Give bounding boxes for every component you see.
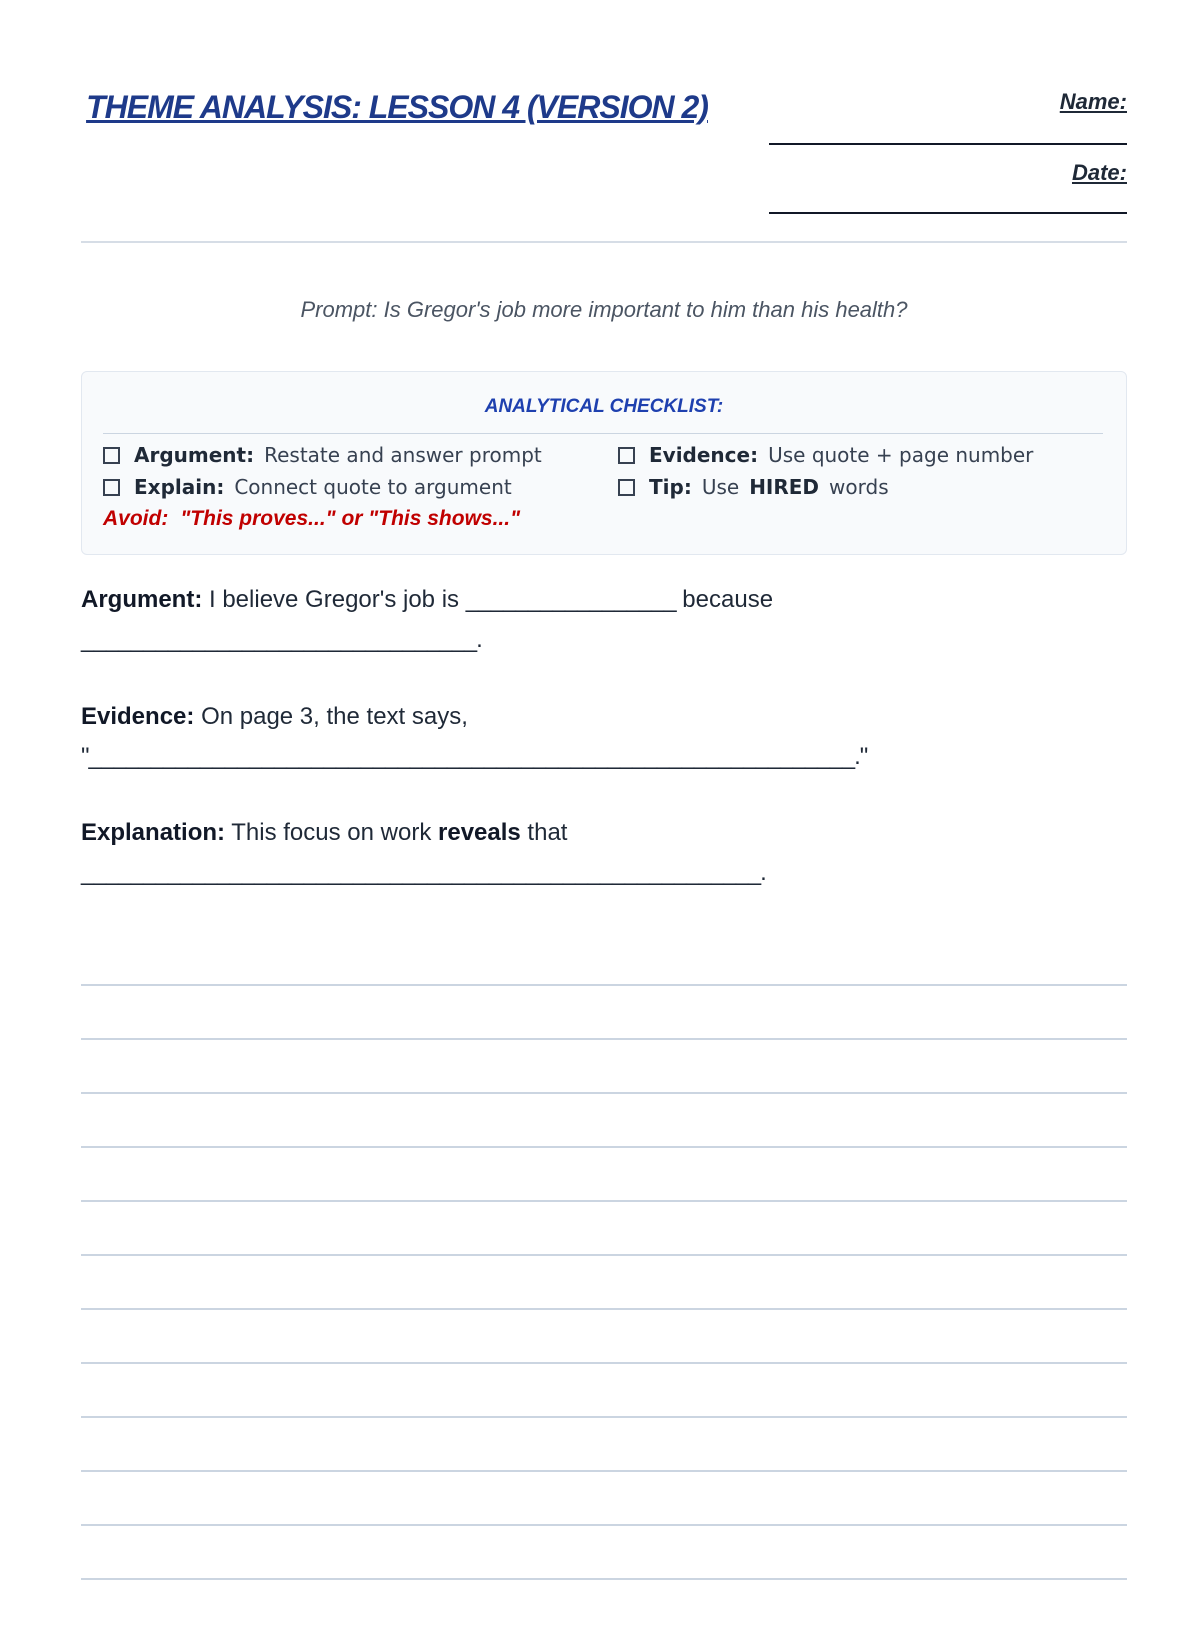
writing-line[interactable]: [81, 984, 1127, 986]
argument-label: Argument:: [81, 586, 203, 613]
writing-line[interactable]: [81, 1524, 1127, 1526]
argument-sentence-frame: [81, 580, 1127, 660]
checklist-title: ANALYTICAL CHECKLIST:: [484, 396, 724, 417]
argument-blank-1[interactable]: _________________: [465, 586, 676, 613]
writing-line[interactable]: [81, 1578, 1127, 1580]
checklist-item-label: Tip:: [649, 475, 692, 499]
checklist-item-text: Connect quote to argument: [234, 475, 512, 499]
checklist-item-text: Restate and answer prompt: [264, 443, 542, 467]
checkbox-argument[interactable]: [103, 447, 120, 464]
name-field[interactable]: [769, 143, 1127, 145]
avoid-text: "This proves..." or "This shows...": [180, 507, 521, 530]
checklist-item-text: Use quote + page number: [768, 443, 1034, 467]
avoid-warning: [103, 507, 520, 531]
checkbox-explain[interactable]: [103, 479, 120, 496]
argument-text-1: I believe Gregor's job is: [209, 586, 460, 613]
name-label: Name:: [1059, 89, 1127, 114]
date-field[interactable]: [769, 212, 1127, 214]
hired-emphasis: HIRED: [749, 475, 820, 499]
checklist-item-label: Argument:: [134, 443, 255, 467]
argument-blank-2[interactable]: ________________________________.: [81, 626, 482, 653]
checkbox-evidence[interactable]: [618, 447, 635, 464]
reveals-emphasis: reveals: [438, 819, 521, 846]
writing-line[interactable]: [81, 1416, 1127, 1418]
writing-lines[interactable]: [81, 984, 1127, 1632]
explanation-text-2: that: [527, 819, 568, 846]
date-label: Date:: [1071, 160, 1127, 185]
checklist-item-text: words: [829, 475, 889, 499]
analytical-checklist: [81, 371, 1127, 555]
checklist-item-tip: [618, 475, 889, 499]
worksheet-header: [81, 78, 1127, 243]
explanation-blank[interactable]: _______________________________________________________.: [81, 859, 766, 886]
writing-line[interactable]: [81, 1254, 1127, 1256]
checklist-item-explain: [103, 475, 512, 499]
explanation-label: Explanation:: [81, 819, 226, 846]
explanation-text-1: This focus on work: [231, 819, 432, 846]
prompt-text: Prompt: Is Gregor's job more important to him than his health?: [300, 297, 908, 322]
writing-line[interactable]: [81, 1362, 1127, 1364]
checklist-item-argument: [103, 443, 542, 467]
writing-line[interactable]: [81, 1200, 1127, 1202]
explanation-sentence-frame: [81, 813, 1127, 893]
writing-line[interactable]: [81, 1470, 1127, 1472]
writing-line[interactable]: [81, 1308, 1127, 1310]
argument-text-2: because: [682, 586, 774, 613]
writing-line[interactable]: [81, 1092, 1127, 1094]
checkbox-tip[interactable]: [618, 479, 635, 496]
checklist-item-evidence: [618, 443, 1033, 467]
evidence-label: Evidence:: [81, 703, 195, 730]
header-divider: [81, 241, 1127, 243]
evidence-blank[interactable]: "______________________________________________________________.": [81, 743, 868, 770]
writing-line[interactable]: [81, 1038, 1127, 1040]
evidence-sentence-frame: [81, 697, 1127, 777]
name-date-block: [767, 88, 1127, 214]
worksheet-page: [81, 0, 1127, 1600]
page-title: THEME ANALYSIS: LESSON 4 (VERSION 2): [86, 89, 708, 125]
evidence-text: On page 3, the text says,: [201, 703, 468, 730]
writing-line[interactable]: [81, 1146, 1127, 1148]
checklist-item-label: Evidence:: [649, 443, 759, 467]
checklist-item-label: Explain:: [134, 475, 225, 499]
avoid-label: Avoid:: [103, 507, 169, 530]
checklist-item-text: Use: [701, 475, 740, 499]
checklist-divider: [103, 433, 1103, 434]
